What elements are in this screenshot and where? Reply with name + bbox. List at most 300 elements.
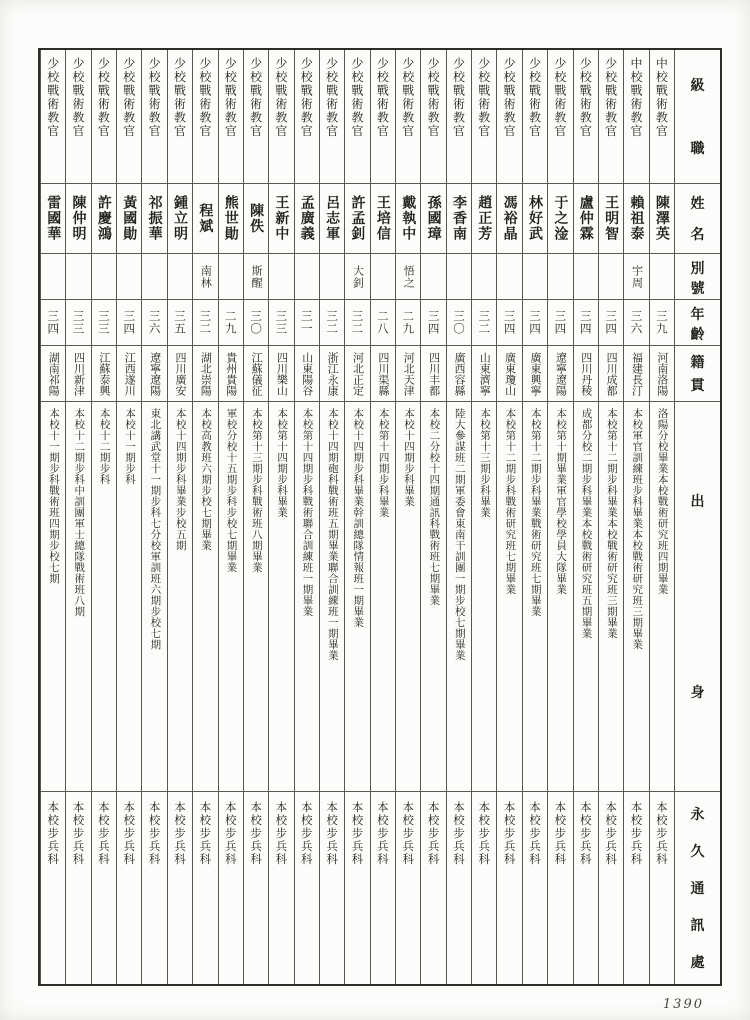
rank-cell	[650, 50, 674, 184]
person-column	[40, 50, 65, 984]
name-cell	[548, 184, 572, 254]
alias-text: 大釗	[351, 264, 365, 289]
address-cell	[396, 792, 420, 984]
alias-cell	[523, 254, 547, 300]
person-column	[243, 50, 268, 984]
age-cell	[345, 300, 369, 346]
native-place-text: 四川丰都	[427, 351, 441, 396]
address-text: 本校步兵科	[528, 801, 543, 866]
name-text: 祁振華	[146, 195, 163, 242]
name-cell	[650, 184, 674, 254]
origin-cell	[650, 402, 674, 792]
age-cell	[269, 300, 293, 346]
origin-text: 本校十二期步科	[98, 408, 111, 485]
native-place-text: 四川新津	[72, 351, 86, 396]
name-text: 鍾立明	[171, 195, 188, 242]
age-cell	[574, 300, 598, 346]
native-place-cell	[295, 346, 319, 402]
native-place-cell	[548, 346, 572, 402]
age-cell	[92, 300, 116, 346]
name-cell	[472, 184, 496, 254]
native-place-text: 貴州貴陽	[224, 351, 238, 396]
age-text: 三三	[71, 310, 86, 335]
native-place-cell	[117, 346, 141, 402]
alias-cell	[447, 254, 471, 300]
rank-cell	[269, 50, 293, 184]
native-place-cell	[497, 346, 521, 402]
address-text: 本校步兵科	[654, 801, 669, 866]
alias-cell	[371, 254, 395, 300]
address-cell	[624, 792, 648, 984]
origin-text: 本校高教班六期步校七期畢業	[200, 408, 213, 551]
alias-cell	[269, 254, 293, 300]
rank-cell	[371, 50, 395, 184]
address-cell	[599, 792, 623, 984]
name-text: 陳佚	[248, 203, 265, 234]
name-cell	[193, 184, 217, 254]
origin-cell	[447, 402, 471, 792]
name-text: 于之淦	[552, 195, 569, 242]
origin-text: 本校第十四期步科畢業	[276, 408, 289, 518]
alias-cell	[92, 254, 116, 300]
address-text: 本校步兵科	[96, 801, 111, 866]
rank-cell	[421, 50, 445, 184]
address-cell	[421, 792, 445, 984]
person-column	[598, 50, 623, 984]
alias-cell	[548, 254, 572, 300]
origin-text: 本校第十二期步科畢業本校戰術研究班三期畢業	[605, 408, 618, 639]
native-place-cell	[396, 346, 420, 402]
origin-cell	[244, 402, 268, 792]
age-text: 三二	[350, 310, 365, 335]
native-place-text: 山東濟寧	[478, 351, 492, 396]
rank-cell	[295, 50, 319, 184]
rank-text: 少校戰術教官	[400, 57, 415, 138]
origin-cell	[142, 402, 166, 792]
address-text: 本校步兵科	[299, 801, 314, 866]
person-column	[319, 50, 344, 984]
rank-text: 中校戰術教官	[628, 57, 643, 138]
address-text: 本校步兵科	[71, 801, 86, 866]
origin-cell	[599, 402, 623, 792]
name-cell	[599, 184, 623, 254]
person-column	[522, 50, 547, 984]
alias-text: 宇周	[630, 264, 644, 289]
name-cell	[371, 184, 395, 254]
name-text: 呂志軍	[324, 195, 341, 242]
address-text: 本校步兵科	[629, 801, 644, 866]
rank-text: 少校戰術教官	[603, 57, 618, 138]
person-column	[471, 50, 496, 984]
native-place-text: 福建長汀	[630, 351, 644, 396]
origin-cell	[548, 402, 572, 792]
name-cell	[497, 184, 521, 254]
native-place-text: 四川丹稜	[579, 351, 593, 396]
address-text: 本校步兵科	[274, 801, 289, 866]
person-column	[65, 50, 90, 984]
rank-text: 少校戰術教官	[578, 57, 593, 138]
rank-cell	[320, 50, 344, 184]
address-cell	[92, 792, 116, 984]
name-cell	[396, 184, 420, 254]
address-cell	[320, 792, 344, 984]
address-text: 本校步兵科	[46, 801, 61, 866]
name-cell	[219, 184, 243, 254]
name-text: 趙正芳	[476, 195, 493, 242]
address-cell	[548, 792, 572, 984]
native-place-cell	[168, 346, 192, 402]
alias-cell	[193, 254, 217, 300]
origin-text: 東北講武堂十一期步科七分校軍訓班六期步校七期	[149, 408, 162, 650]
name-text: 許孟釗	[349, 195, 366, 242]
origin-cell	[168, 402, 192, 792]
rank-text: 少校戰術教官	[552, 57, 567, 138]
native-place-cell	[269, 346, 293, 402]
address-text: 本校步兵科	[578, 801, 593, 866]
age-text: 二八	[375, 310, 390, 335]
header-cell-native	[675, 346, 720, 402]
person-column	[192, 50, 217, 984]
rank-text: 少校戰術教官	[502, 57, 517, 138]
native-place-cell	[320, 346, 344, 402]
rank-text: 少校戰術教官	[248, 57, 263, 138]
person-column	[218, 50, 243, 984]
alias-cell	[624, 254, 648, 300]
age-cell	[219, 300, 243, 346]
person-column	[623, 50, 648, 984]
person-column	[547, 50, 572, 984]
rank-text: 少校戰術教官	[121, 57, 136, 138]
native-place-cell	[371, 346, 395, 402]
rank-cell	[219, 50, 243, 184]
rank-cell	[497, 50, 521, 184]
rank-cell	[142, 50, 166, 184]
rank-cell	[244, 50, 268, 184]
rank-cell	[41, 50, 65, 184]
rank-text: 少校戰術教官	[147, 57, 162, 138]
person-column	[649, 50, 674, 984]
native-place-cell	[523, 346, 547, 402]
address-text: 本校步兵科	[401, 801, 416, 866]
rank-cell	[92, 50, 116, 184]
name-text: 孟廣義	[298, 195, 315, 242]
native-place-text: 河北正定	[351, 351, 365, 396]
origin-text: 本校第十三期步科畢業	[479, 408, 492, 518]
native-place-text: 山東陽谷	[300, 351, 314, 396]
address-cell	[345, 792, 369, 984]
age-cell	[548, 300, 572, 346]
origin-cell	[269, 402, 293, 792]
name-cell	[41, 184, 65, 254]
native-place-text: 浙江永康	[326, 351, 340, 396]
native-place-cell	[66, 346, 90, 402]
name-cell	[244, 184, 268, 254]
native-place-text: 廣東瓊山	[503, 351, 517, 396]
person-column	[446, 50, 471, 984]
name-text: 盧仲霖	[577, 195, 594, 242]
address-cell	[244, 792, 268, 984]
rank-cell	[599, 50, 623, 184]
name-text: 戴執中	[400, 195, 417, 242]
address-cell	[523, 792, 547, 984]
name-cell	[117, 184, 141, 254]
name-cell	[624, 184, 648, 254]
rank-text: 少校戰術教官	[451, 57, 466, 138]
rank-text: 少校戰術教官	[197, 57, 212, 138]
address-text: 本校步兵科	[198, 801, 213, 866]
rank-cell	[472, 50, 496, 184]
alias-cell	[244, 254, 268, 300]
origin-text: 本校十一期步科戰術班四期步校七期	[47, 408, 60, 584]
age-cell	[295, 300, 319, 346]
native-place-cell	[421, 346, 445, 402]
native-place-cell	[472, 346, 496, 402]
age-text: 三九	[654, 310, 669, 335]
address-text: 本校步兵科	[122, 801, 137, 866]
name-cell	[345, 184, 369, 254]
rank-cell	[396, 50, 420, 184]
age-cell	[193, 300, 217, 346]
address-cell	[371, 792, 395, 984]
address-text: 本校步兵科	[325, 801, 340, 866]
name-text: 許慶鴻	[95, 195, 112, 242]
age-text: 三二	[325, 310, 340, 335]
origin-text: 軍校分校十五期步科步校七期畢業	[225, 408, 238, 573]
rank-cell	[548, 50, 572, 184]
header-label-name: 姓 名	[690, 196, 705, 243]
name-cell	[92, 184, 116, 254]
origin-cell	[92, 402, 116, 792]
address-text: 本校步兵科	[350, 801, 365, 866]
name-cell	[523, 184, 547, 254]
alias-text: 斯醒	[250, 264, 264, 289]
name-text: 王新中	[273, 195, 290, 242]
native-place-cell	[599, 346, 623, 402]
origin-cell	[497, 402, 521, 792]
alias-cell	[421, 254, 445, 300]
age-text: 三三	[274, 310, 289, 335]
address-text: 本校步兵科	[147, 801, 162, 866]
person-column	[167, 50, 192, 984]
native-place-cell	[345, 346, 369, 402]
origin-cell	[320, 402, 344, 792]
address-text: 本校步兵科	[451, 801, 466, 866]
native-place-cell	[41, 346, 65, 402]
person-column	[116, 50, 141, 984]
address-cell	[574, 792, 598, 984]
age-text: 三二	[198, 310, 213, 335]
header-cell-alias	[675, 254, 720, 300]
header-label-native: 籍 貫	[690, 354, 705, 395]
person-column	[395, 50, 420, 984]
native-place-cell	[574, 346, 598, 402]
origin-cell	[345, 402, 369, 792]
address-cell	[472, 792, 496, 984]
native-place-cell	[92, 346, 116, 402]
person-column	[294, 50, 319, 984]
address-text: 本校步兵科	[477, 801, 492, 866]
alias-cell	[599, 254, 623, 300]
age-text: 三四	[604, 310, 619, 335]
origin-cell	[523, 402, 547, 792]
native-place-text: 江蘇儀征	[250, 351, 264, 396]
alias-cell	[66, 254, 90, 300]
name-text: 馮裕晶	[501, 195, 518, 242]
address-cell	[193, 792, 217, 984]
native-place-cell	[142, 346, 166, 402]
person-column	[344, 50, 369, 984]
alias-cell	[396, 254, 420, 300]
native-place-text: 湖南祁陽	[47, 351, 61, 396]
rank-cell	[523, 50, 547, 184]
address-cell	[295, 792, 319, 984]
header-cell-origin	[675, 402, 720, 792]
origin-text: 本校十四期步科畢業步校五期	[174, 408, 187, 551]
rank-text: 少校戰術教官	[96, 57, 111, 138]
address-text: 本校步兵科	[223, 801, 238, 866]
origin-text: 本校第十四期步科戰術聯合訓練班一期畢業	[301, 408, 314, 617]
rank-text: 少校戰術教官	[527, 57, 542, 138]
origin-text: 洛陽分校畢業本校戰術研究班四期畢業	[656, 408, 669, 595]
alias-cell	[41, 254, 65, 300]
age-text: 二九	[223, 310, 238, 335]
native-place-text: 四川成都	[605, 351, 619, 396]
age-cell	[421, 300, 445, 346]
header-label-origin: 出 身	[690, 494, 705, 701]
address-cell	[142, 792, 166, 984]
native-place-text: 廣東興寧	[529, 351, 543, 396]
name-cell	[168, 184, 192, 254]
person-column	[370, 50, 395, 984]
age-cell	[168, 300, 192, 346]
address-cell	[117, 792, 141, 984]
name-cell	[447, 184, 471, 254]
address-cell	[41, 792, 65, 984]
rank-cell	[66, 50, 90, 184]
alias-cell	[320, 254, 344, 300]
name-cell	[320, 184, 344, 254]
origin-cell	[472, 402, 496, 792]
name-text: 雷國華	[45, 195, 62, 242]
rank-text: 中校戰術教官	[654, 57, 669, 138]
name-text: 程斌	[197, 203, 214, 234]
alias-cell	[345, 254, 369, 300]
native-place-cell	[219, 346, 243, 402]
alias-cell	[219, 254, 243, 300]
age-cell	[320, 300, 344, 346]
origin-text: 本校第十二期步科畢業戰術研究班七期畢業	[529, 408, 542, 617]
address-text: 本校步兵科	[604, 801, 619, 866]
name-cell	[66, 184, 90, 254]
age-text: 三四	[46, 310, 61, 335]
name-cell	[269, 184, 293, 254]
rank-text: 少校戰術教官	[350, 57, 364, 138]
origin-text: 成都分校二期步科畢業本校戰術研究班五期畢業	[580, 408, 593, 639]
origin-text: 本校十四期砲科戰術班五期畢業聯合訓練班一期畢業	[326, 408, 339, 661]
address-text: 本校步兵科	[375, 801, 390, 866]
native-place-text: 河北天津	[402, 351, 416, 396]
origin-text: 本校十四期步科畢業	[402, 408, 415, 507]
alias-cell	[117, 254, 141, 300]
address-cell	[497, 792, 521, 984]
age-text: 三六	[629, 310, 644, 335]
header-cell-address	[675, 792, 720, 984]
age-text: 三〇	[249, 310, 264, 335]
rank-text: 少校戰術教官	[299, 57, 314, 138]
header-label-age: 年 齡	[690, 307, 705, 343]
age-text: 三四	[528, 310, 543, 335]
name-cell	[421, 184, 445, 254]
rank-text: 少校戰術教官	[324, 57, 339, 138]
origin-cell	[117, 402, 141, 792]
native-place-text: 遼寧遼陽	[554, 351, 568, 396]
name-text: 王明智	[603, 195, 620, 242]
address-cell	[650, 792, 674, 984]
person-column	[420, 50, 445, 984]
origin-cell	[41, 402, 65, 792]
name-text: 熊世勛	[222, 195, 239, 242]
header-cell-age	[675, 300, 720, 346]
name-text: 林好武	[527, 195, 544, 242]
native-place-text: 遼寧遼陽	[148, 351, 162, 396]
native-place-text: 四川廣安	[173, 351, 187, 396]
origin-cell	[219, 402, 243, 792]
origin-cell	[574, 402, 598, 792]
origin-text: 本校第十二期步科戰術研究班七期畢業	[504, 408, 517, 595]
age-cell	[650, 300, 674, 346]
native-place-cell	[193, 346, 217, 402]
age-cell	[497, 300, 521, 346]
origin-text: 陸大參謀班二期軍委會東南干訓團一期步校七期畢業	[453, 408, 466, 661]
native-place-text: 湖北崇陽	[199, 351, 213, 396]
age-text: 三〇	[451, 310, 466, 335]
rank-cell	[574, 50, 598, 184]
alias-cell	[168, 254, 192, 300]
age-cell	[396, 300, 420, 346]
name-cell	[574, 184, 598, 254]
age-cell	[523, 300, 547, 346]
origin-cell	[66, 402, 90, 792]
name-text: 李香南	[450, 195, 467, 242]
age-cell	[472, 300, 496, 346]
alias-cell	[472, 254, 496, 300]
age-cell	[142, 300, 166, 346]
header-cell-rank	[675, 50, 720, 184]
name-text: 陳澤英	[653, 195, 670, 242]
name-text: 王培信	[374, 195, 391, 242]
rank-text: 少校戰術教官	[71, 57, 86, 138]
origin-text: 本校軍官訓練班步科畢業本校戰術研究班三期畢業	[631, 408, 644, 650]
age-text: 三四	[553, 310, 568, 335]
address-text: 本校步兵科	[426, 801, 441, 866]
native-place-cell	[650, 346, 674, 402]
header-label-address: 永 久 通 訊 處	[690, 807, 705, 971]
native-place-text: 四川渠縣	[376, 351, 390, 396]
address-text: 本校步兵科	[553, 801, 568, 866]
age-text: 三三	[96, 310, 111, 335]
alias-text: 南林	[199, 264, 213, 289]
alias-text: 悟之	[402, 264, 416, 289]
rank-text: 少校戰術教官	[45, 57, 60, 138]
age-cell	[117, 300, 141, 346]
age-text: 三六	[147, 310, 162, 335]
address-text: 本校步兵科	[249, 801, 264, 866]
origin-text: 本校二分校十四期通訊科戰術班七期畢業	[428, 408, 441, 606]
origin-text: 本校十二期步科中訓團軍士總隊戰術班八期	[73, 408, 86, 617]
rank-cell	[117, 50, 141, 184]
address-cell	[447, 792, 471, 984]
address-cell	[168, 792, 192, 984]
